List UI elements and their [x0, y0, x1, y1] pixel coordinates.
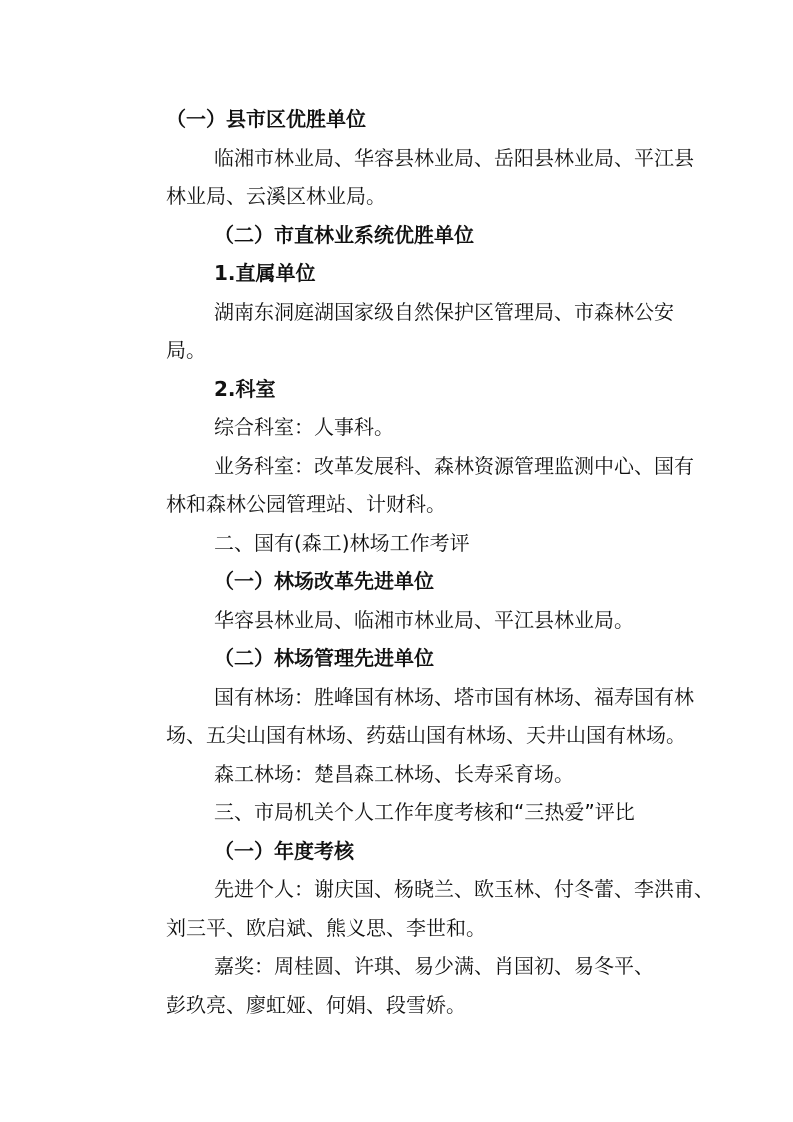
text-line: 1.直属单位	[214, 261, 316, 285]
text-line: （二）林场管理先进单位	[214, 646, 434, 670]
paragraph-business-departments	[118, 447, 694, 524]
paragraph-county-winners-list	[118, 139, 694, 216]
text-line: 华容县林业局、临湘市林业局、平江县林业局。	[214, 607, 634, 632]
text-line: （一）林场改革先进单位	[214, 569, 434, 593]
text-line: 业务科室：改革发展科、森林资源管理监测中心、国有	[214, 453, 694, 478]
paragraph-advanced-individuals	[118, 870, 714, 947]
text-line: 先进个人：谢庆国、杨晓兰、欧玉林、付冬蕾、李洪甫、	[214, 877, 714, 901]
heading-direct-units	[118, 254, 678, 293]
section-heading-individual-evaluation	[118, 793, 678, 832]
paragraph-commendations	[118, 947, 678, 1024]
heading-county-winners	[118, 100, 678, 139]
heading-farm-management-units	[118, 639, 678, 678]
text-line: 彭玖亮、廖虹娅、何娟、段雪娇。	[166, 992, 466, 1017]
paragraph-direct-units-list	[118, 293, 678, 370]
text-line: 林业局、云溪区林业局。	[166, 184, 386, 208]
text-line: 国有林场：胜峰国有林场、塔市国有林场、福寿国有林	[214, 684, 694, 709]
paragraph-general-departments	[118, 408, 678, 447]
text-line: 2.科室	[214, 376, 276, 401]
section-heading-forest-farm-evaluation	[118, 524, 678, 563]
text-line: （一）县市区优胜单位	[166, 107, 366, 131]
paragraph-industrial-forest-farms	[118, 755, 678, 794]
text-line: 刘三平、欧启斌、熊义思、李世和。	[166, 915, 486, 940]
paragraph-state-forest-farms	[118, 678, 694, 755]
text-line: 森工林场：楚昌森工林场、长寿采育场。	[214, 761, 574, 786]
paragraph-farm-reform-list	[118, 601, 678, 640]
text-line: 二、国有(森工)林场工作考评	[214, 530, 470, 555]
document-body	[118, 100, 714, 1024]
text-line: 场、五尖山国有林场、药菇山国有林场、天井山国有林场。	[166, 723, 686, 747]
text-line: 临湘市林业局、华容县林业局、岳阳县林业局、平江县	[214, 145, 694, 170]
text-line: 三、市局机关个人工作年度考核和“三热爱”评比	[214, 800, 635, 824]
heading-farm-reform-units	[118, 562, 678, 601]
text-line: 林和森林公园管理站、计财科。	[166, 492, 446, 516]
text-line: 综合科室：人事科。	[214, 415, 394, 439]
heading-annual-assessment	[118, 832, 678, 871]
heading-departments	[118, 370, 678, 409]
text-line: 局。	[166, 338, 206, 362]
text-line: 湖南东洞庭湖国家级自然保护区管理局、市森林公安	[214, 299, 674, 324]
text-line: （一）年度考核	[214, 838, 354, 863]
text-line: （二）市直林业系统优胜单位	[214, 222, 474, 247]
heading-city-forestry-winners	[118, 216, 678, 255]
text-line: 嘉奖：周桂圆、许琪、易少满、肖国初、易冬平、	[214, 954, 654, 978]
